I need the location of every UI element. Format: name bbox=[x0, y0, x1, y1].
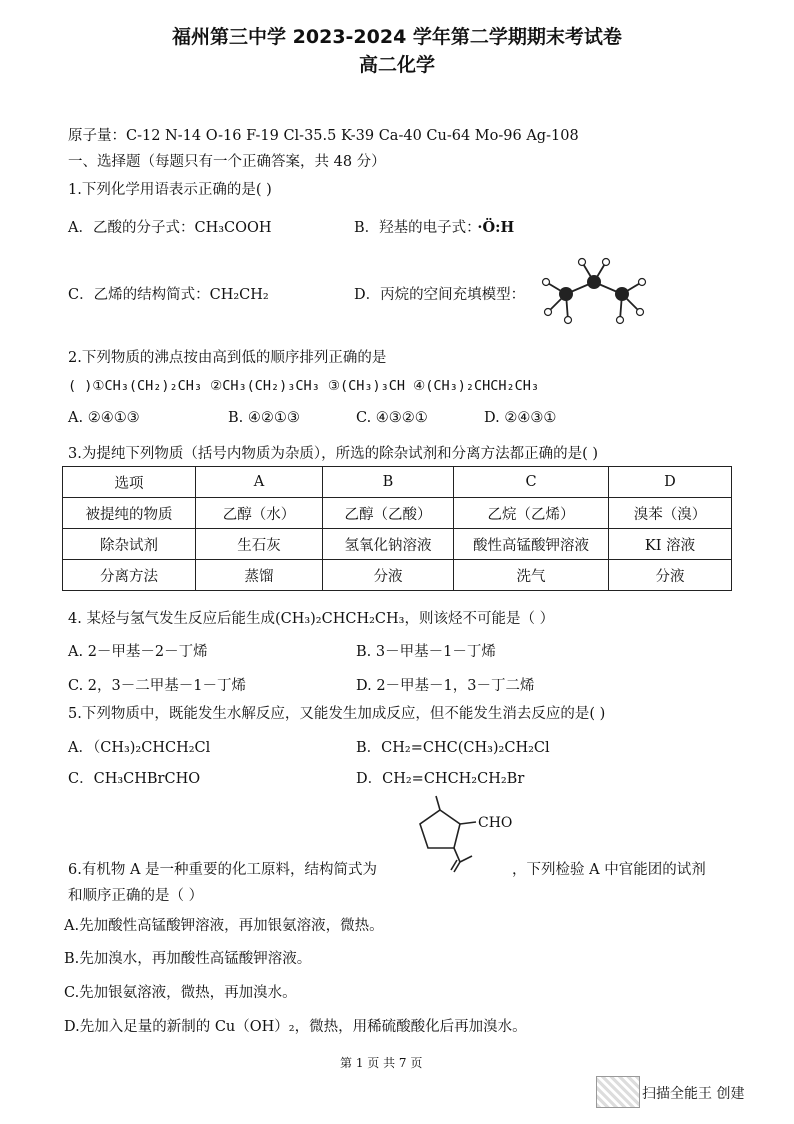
q4-option-d: D. 2－甲基－1，3－丁二烯 bbox=[356, 678, 535, 694]
q3-purification-table bbox=[62, 466, 732, 591]
q6-stem-part2: ，下列检验 A 中官能团的试剂 bbox=[512, 862, 706, 878]
table-cell: 分液 bbox=[609, 560, 732, 591]
table-row bbox=[63, 560, 732, 591]
table-cell: 蒸馏 bbox=[196, 560, 323, 591]
table-cell: 酸性高锰酸钾溶液 bbox=[454, 529, 609, 560]
q4-option-c: C. 2，3－二甲基－1－丁烯 bbox=[68, 678, 246, 694]
table-cell: D bbox=[609, 467, 732, 498]
table-cell: 洗气 bbox=[454, 560, 609, 591]
table-cell: 被提纯的物质 bbox=[63, 498, 196, 529]
q2-compound-list: ( )①CH₃(CH₂)₂CH₃ ②CH₃(CH₂)₃CH₃ ③(CH₃)₃CH ④(CH₃)₂CHCH₂CH₃ bbox=[68, 378, 540, 394]
table-cell: 分离方法 bbox=[63, 560, 196, 591]
q1-option-a: A．乙酸的分子式：CH₃COOH bbox=[68, 220, 272, 236]
q3-stem: 3.为提纯下列物质（括号内物质为杂质），所选的除杂试剂和分离方法都正确的是( ) bbox=[68, 446, 599, 462]
q6-option-d: D.先加入足量的新制的 Cu（OH）₂，微热，用稀硫酸酸化后再加溴水。 bbox=[64, 1019, 527, 1035]
q6-option-c: C.先加银氨溶液，微热，再加溴水。 bbox=[64, 985, 297, 1001]
q6-stem-part1: 6.有机物 A 是一种重要的化工原料，结构简式为 bbox=[68, 862, 378, 878]
table-row bbox=[63, 529, 732, 560]
table-cell: B bbox=[323, 467, 454, 498]
compound-a-structure bbox=[410, 792, 520, 874]
q2-option-a: A. ②④①③ bbox=[68, 410, 140, 426]
table-cell: 乙醇（乙酸） bbox=[323, 498, 454, 529]
table-cell: 乙醇（水） bbox=[196, 498, 323, 529]
table-cell: 生石灰 bbox=[196, 529, 323, 560]
q4-option-b: B. 3－甲基－1－丁烯 bbox=[356, 644, 496, 660]
q2-option-b: B. ④②①③ bbox=[228, 410, 300, 426]
table-cell: 除杂试剂 bbox=[63, 529, 196, 560]
q2-option-d: D. ②④③① bbox=[484, 410, 557, 426]
q1-option-d: D．丙烷的空间充填模型： bbox=[354, 287, 526, 303]
table-row bbox=[63, 467, 732, 498]
q5-option-b: B．CH₂=CHC(CH₃)₂CH₂Cl bbox=[356, 740, 550, 756]
q5-option-d: D．CH₂=CHCH₂CH₂Br bbox=[356, 771, 525, 787]
q6-option-b: B.先加溴水，再加酸性高锰酸钾溶液。 bbox=[64, 951, 312, 967]
q1-option-b-label: B．羟基的电子式： bbox=[354, 220, 474, 236]
q1-stem: 1.下列化学用语表示正确的是( ) bbox=[68, 182, 272, 198]
cho-label: CHO bbox=[478, 815, 513, 831]
table-cell: 分液 bbox=[323, 560, 454, 591]
camscanner-logo-icon bbox=[596, 1076, 640, 1108]
table-cell: KI 溶液 bbox=[609, 529, 732, 560]
section-heading: 一、选择题（每题只有一个正确答案，共 48 分） bbox=[68, 154, 386, 170]
table-row bbox=[63, 498, 732, 529]
q4-option-a: A. 2－甲基－2－丁烯 bbox=[68, 644, 208, 660]
q2-stem: 2.下列物质的沸点按由高到低的顺序排列正确的是 bbox=[68, 350, 387, 366]
q5-option-a: A．（CH₃)₂CHCH₂Cl bbox=[68, 740, 211, 756]
table-cell: 氢氧化钠溶液 bbox=[323, 529, 454, 560]
q4-stem: 4. 某烃与氢气发生反应后能生成(CH₃)₂CHCH₂CH₃，则该烃不可能是（ ） bbox=[68, 611, 555, 627]
page-number: 第 1 页 共 7 页 bbox=[340, 1056, 423, 1070]
q2-option-c: C. ④③②① bbox=[356, 410, 428, 426]
atomic-masses: 原子量：C-12 N-14 O-16 F-19 Cl-35.5 K-39 Ca-40 Cu-64 Mo-96 Ag-108 bbox=[68, 128, 579, 144]
scanner-watermark: 扫描全能王 创建 bbox=[642, 1086, 745, 1102]
exam-title: 福州第三中学 2023-2024 学年第二学期期末考试卷 bbox=[172, 26, 622, 48]
q1-hydroxyl-formula: ·Ö:H bbox=[477, 219, 515, 236]
exam-subtitle: 高二化学 bbox=[358, 54, 435, 76]
q5-stem: 5.下列物质中，既能发生水解反应，又能发生加成反应，但不能发生消去反应的是( ) bbox=[68, 706, 606, 722]
q6-option-a: A.先加酸性高锰酸钾溶液，再加银氨溶液，微热。 bbox=[64, 918, 384, 934]
q5-option-c: C．CH₃CHBrCHO bbox=[68, 771, 201, 787]
table-cell: 选项 bbox=[63, 467, 196, 498]
table-cell: C bbox=[454, 467, 609, 498]
propane-space-filling-model bbox=[536, 254, 656, 328]
table-cell: 乙烷（乙烯） bbox=[454, 498, 609, 529]
q6-stem-part3: 和顺序正确的是（ ） bbox=[68, 888, 204, 904]
table-cell: A bbox=[196, 467, 323, 498]
q1-option-c: C．乙烯的结构简式：CH₂CH₂ bbox=[68, 287, 269, 303]
q1-option-b bbox=[354, 216, 514, 237]
table-cell: 溴苯（溴） bbox=[609, 498, 732, 529]
